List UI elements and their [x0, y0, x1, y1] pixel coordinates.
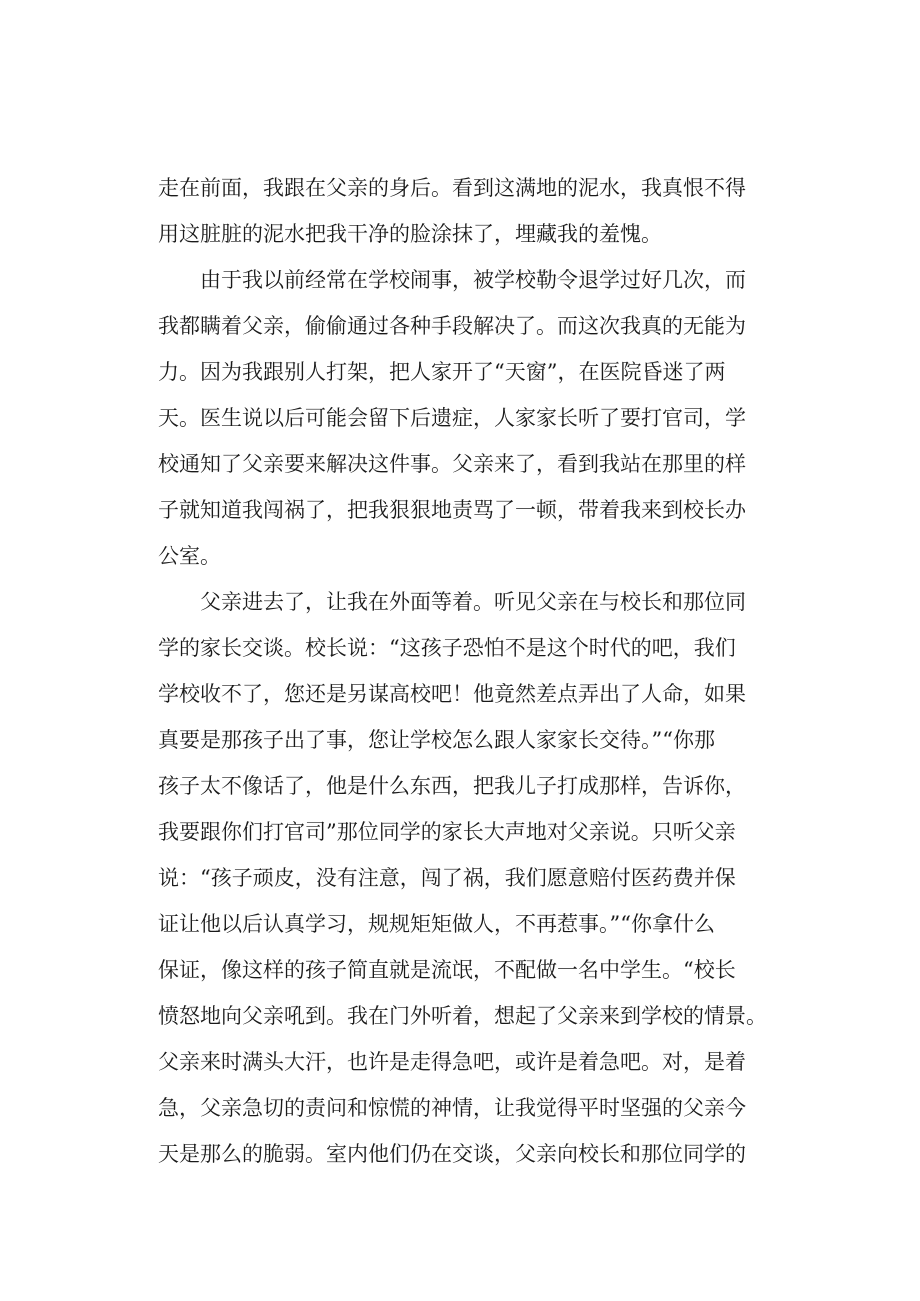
text-line: 天是那么的脆弱。室内他们仍在交谈，父亲向校长和那位同学的	[158, 1142, 746, 1166]
text-line: 愤怒地向父亲吼到。我在门外听着，想起了父亲来到学校的情景。	[158, 1004, 767, 1028]
text-line: 公室。	[158, 544, 221, 568]
text-line: 力。因为我跟别人打架，把人家开了“天窗”，在医院昏迷了两	[158, 360, 726, 384]
document-body	[158, 165, 767, 1177]
text-line: 证让他以后认真学习，规规矩矩做人，不再惹事。”“你拿什么	[158, 912, 715, 936]
text-line: 学校收不了，您还是另谋高校吧！他竟然差点弄出了人命，如果	[158, 682, 746, 706]
text-line: 学的家长交谈。校长说：“这孩子恐怕不是这个时代的吧，我们	[158, 636, 736, 660]
text-line: 我要跟你们打官司”那位同学的家长大声地对父亲说。只听父亲	[158, 820, 736, 844]
text-line: 父亲来时满头大汗，也许是走得急吧，或许是着急吧。对，是着	[158, 1050, 746, 1074]
text-line: 真要是那孩子出了事，您让学校怎么跟人家家长交待。”“你那	[158, 728, 715, 752]
text-line: 说：“孩子顽皮，没有注意，闯了祸，我们愿意赔付医药费并保	[158, 866, 736, 890]
paragraph-first-line: 由于我以前经常在学校闹事，被学校勒令退学过好几次，而	[200, 268, 746, 292]
text-line: 保证，像这样的孩子简直就是流氓，不配做一名中学生。“校长	[158, 958, 736, 982]
text-line: 天。医生说以后可能会留下后遗症，人家家长听了要打官司，学	[158, 406, 746, 430]
text-line: 校通知了父亲要来解决这件事。父亲来了，看到我站在那里的样	[158, 452, 746, 476]
text-line: 我都瞒着父亲，偷偷通过各种手段解决了。而这次我真的无能为	[158, 314, 746, 338]
text-line: 孩子太不像话了，他是什么东西，把我儿子打成那样，告诉你，	[158, 774, 746, 798]
text-line: 用这脏脏的泥水把我干净的脸涂抹了，埋藏我的羞愧。	[158, 222, 662, 246]
paragraph-first-line: 父亲进去了，让我在外面等着。听见父亲在与校长和那位同	[200, 590, 746, 614]
text-line: 急，父亲急切的责问和惊慌的神情，让我觉得平时坚强的父亲今	[158, 1096, 746, 1120]
text-line: 子就知道我闯祸了，把我狠狠地责骂了一顿，带着我来到校长办	[158, 498, 746, 522]
text-line: 走在前面，我跟在父亲的身后。看到这满地的泥水，我真恨不得	[158, 176, 746, 200]
